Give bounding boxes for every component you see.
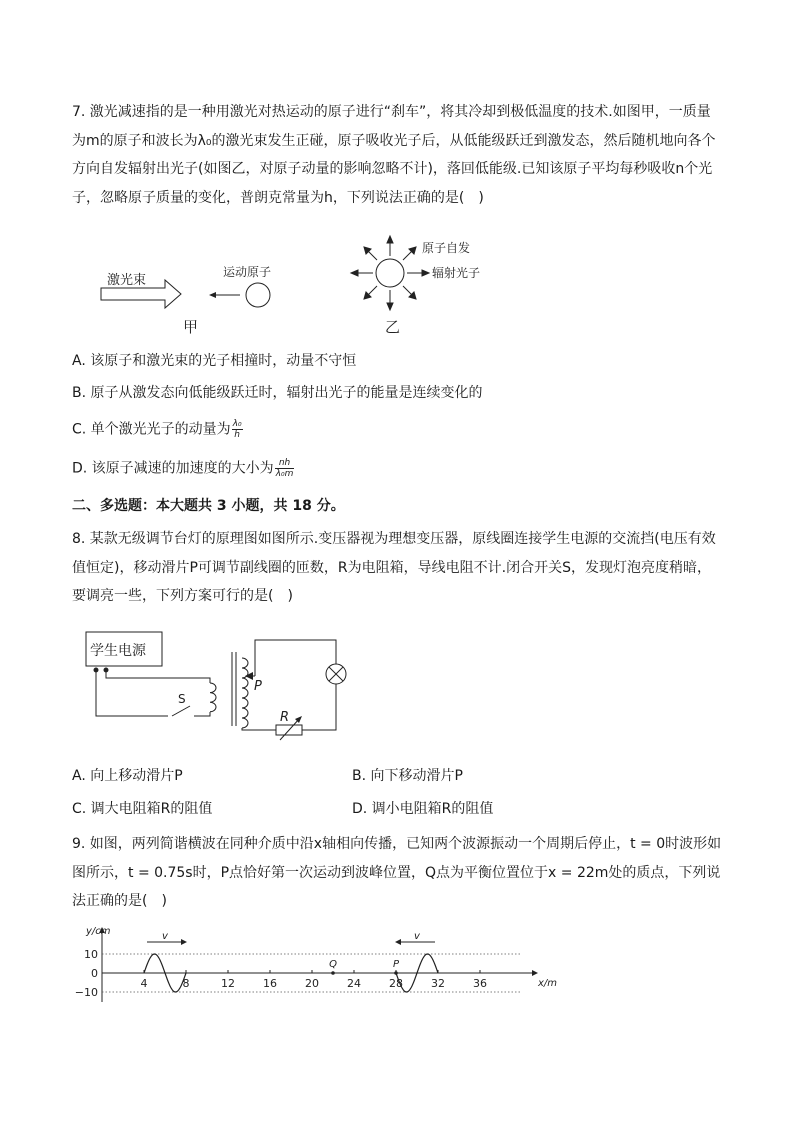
switch-label: S: [178, 692, 186, 706]
emitting-atom: [376, 259, 404, 287]
x-tick-label: 24: [347, 977, 361, 990]
secondary-coil: [242, 658, 248, 728]
velocity-arrow-head-icon: [181, 939, 187, 945]
x-tick-label: 16: [263, 977, 277, 990]
lamp-to-resistor-wire: [302, 684, 336, 730]
slider-wire: [255, 640, 280, 676]
x-tick-label: 4: [140, 977, 148, 990]
x-tick-label: 12: [221, 977, 235, 990]
moving-atom-label: 运动原子: [223, 265, 272, 279]
x-tick-label: 20: [305, 977, 319, 990]
emission-arrows: [351, 236, 429, 310]
q7-option-c-text: C. 单个激光光子的动量为: [72, 421, 231, 438]
velocity-arrow-head-icon: [395, 939, 401, 945]
y-axis-label: y/cm: [86, 926, 111, 937]
x-tick-label: 32: [431, 977, 445, 990]
q7-option-a: A. 该原子和激光束的光子相撞时，动量不守恒: [72, 353, 357, 369]
fraction-denominator: λ₀m: [275, 469, 294, 479]
emission-label-1: 原子自发: [422, 241, 471, 255]
q8-option-c: C. 调大电阻箱R的阻值: [72, 801, 213, 817]
q8-option-a: A. 向上移动滑片P: [72, 768, 183, 784]
q9-stem: 9. 如图，两列简谐横波在同种介质中沿x轴相向传播，已知两个波源振动一个周期后停止，t = 0时波形如图所示，t = 0.75s时，P点恰好第一次运动到波峰位置，Q点为平衡位置位于x = 22m处的质点，下列说法正确的是( ): [72, 836, 722, 909]
q7-option-d: [72, 458, 294, 479]
point-q: [331, 971, 335, 975]
y-tick-label: 0: [91, 967, 98, 980]
q7-figure: [95, 232, 515, 342]
moving-atom: [246, 283, 270, 307]
laser-beam-label: 激光束: [107, 273, 147, 288]
arrow-head-icon: [209, 292, 216, 298]
x-tick-label: 36: [473, 977, 487, 990]
y-tick-label: 10: [84, 948, 98, 961]
q7-option-b: B. 原子从激发态向低能级跃迁时，辐射出光子的能量是连续变化的: [72, 385, 483, 401]
q7-option-c-fraction: [232, 419, 243, 440]
resistor-label: R: [280, 710, 290, 725]
q8-circuit-figure: [80, 628, 370, 748]
x-axis-label: x/m: [538, 978, 558, 989]
label-jia: 甲: [183, 318, 199, 336]
x-tick-label: 28: [389, 977, 403, 990]
q9-wave-chart: [74, 922, 558, 1012]
fraction-numerator: λ₀: [232, 419, 242, 429]
velocity-label-1: v: [162, 931, 168, 942]
q7-stem: 7. 激光减速指的是一种用激光对热运动的原子进行“刹车”，将其冷却到极低温度的技术.如图甲，一质量为m的原子和波长为λ₀的激光束发生正碰，原子吸收光子后，从低能级跃迁到激发态，然后随机地向各个方向自发辐射出光子(如图乙，对原子动量的影响忽略不计)，落回低能级.已知该原子平均每秒吸收n个光子，忽略原子质量的变化，普朗克常量为h，下列说法正确的是( ): [72, 104, 716, 206]
point-p: [394, 971, 398, 975]
power-source-label: 学生电源: [90, 643, 146, 659]
q8-option-d: D. 调小电阻箱R的阻值: [352, 801, 494, 817]
secondary-wire-bottom: [242, 728, 276, 730]
fraction-numerator: nh: [275, 458, 295, 469]
point-label-p: P: [392, 959, 400, 970]
slider-label: P: [254, 679, 262, 694]
q7-option-c: [72, 419, 243, 440]
y-tick-label: −10: [74, 986, 98, 999]
primary-wire-bottom: [96, 670, 168, 716]
q8-option-b: B. 向下移动滑片P: [352, 768, 463, 784]
emission-label-2: 辐射光子: [432, 266, 481, 280]
q7-option-d-fraction: [275, 458, 295, 479]
fraction-denominator: h: [234, 430, 241, 440]
x-tick-label: 8: [182, 977, 190, 990]
x-axis-arrow-icon: [532, 970, 538, 976]
section-heading: 二、多选题：本大题共 3 小题，共 18 分。: [72, 498, 345, 514]
primary-coil: [210, 683, 216, 712]
label-yi: 乙: [385, 318, 401, 336]
switch-blade: [172, 706, 190, 716]
primary-wire-top: [106, 670, 210, 683]
q7-option-d-text: D. 该原子减速的加速度的大小为: [72, 460, 274, 477]
point-label-q: Q: [329, 959, 337, 970]
slider-to-lamp-wire: [280, 640, 336, 664]
primary-wire-switch: [194, 712, 210, 716]
velocity-label-2: v: [414, 931, 420, 942]
q8-stem: 8. 某款无级调节台灯的原理图如图所示.变压器视为理想变压器，原线圈连接学生电源的交流挡(电压有效值恒定)，移动滑片P可调节副线圈的匝数，R为电阻箱，导线电阻不计.闭合开关S，发现灯泡亮度稍暗，要调亮一些，下列方案可行的是( ): [72, 531, 716, 604]
